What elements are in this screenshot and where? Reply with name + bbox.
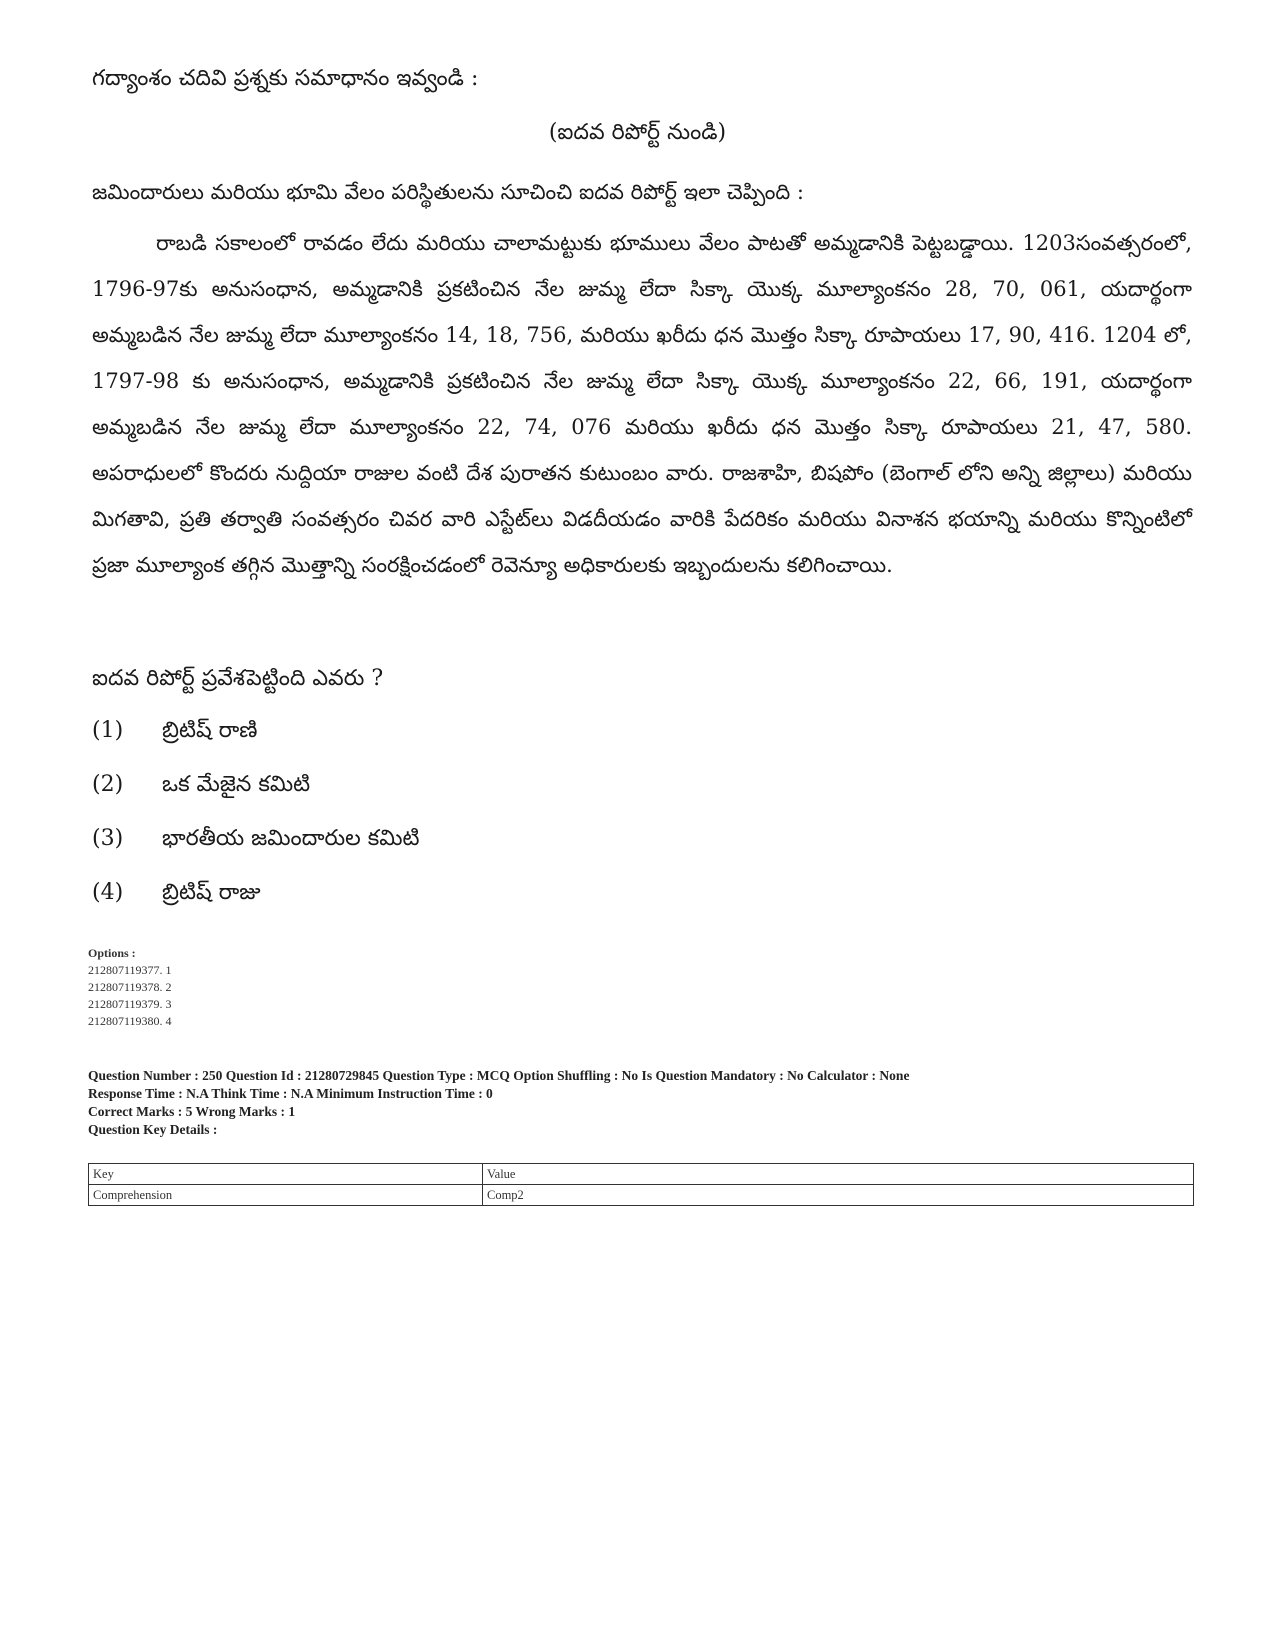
details-line-1: Question Number : 250 Question Id : 21280729845 Question Type : MCQ Option Shuffling : No Is Question Mandatory : No Calculator : None <box>88 1068 910 1083</box>
answer-options <box>92 718 420 934</box>
option-text: బ్రిటిష్ రాణి <box>162 718 258 743</box>
option-text: ఒక మేజైన కమిటి <box>162 772 311 797</box>
option-number: (4) <box>92 880 124 905</box>
option-id: 212807119378. 2 <box>88 980 172 994</box>
option-id: 212807119377. 1 <box>88 963 172 977</box>
details-line-2: Response Time : N.A Think Time : N.A Minimum Instruction Time : 0 <box>88 1086 493 1101</box>
option-id: 212807119380. 4 <box>88 1014 172 1028</box>
option-number: (3) <box>92 826 124 851</box>
details-line-4: Question Key Details : <box>88 1122 218 1137</box>
table-header-value: Value <box>483 1164 1194 1185</box>
option-ids-list <box>88 945 172 1030</box>
passage-intro: జమిందారులు మరియు భూమి వేలం పరిస్థితులను సూచించి ఐదవ రిపోర్ట్ ఇలా చెప్పింది : <box>92 180 804 204</box>
option-text: భారతీయ జమిందారుల కమిటి <box>162 826 420 851</box>
details-line-3: Correct Marks : 5 Wrong Marks : 1 <box>88 1104 296 1119</box>
passage-subtitle: (ఐదవ రిపోర్ట్ నుండి) <box>548 120 727 145</box>
option-2 <box>92 772 420 826</box>
instruction-text: గద్యాంశం చదివి ప్రశ్నకు సమాధానం ఇవ్వండి : <box>92 66 479 91</box>
passage <box>92 170 1192 588</box>
question-text: ఐదవ రిపోర్ట్ ప్రవేశపెట్టింది ఎవరు ? <box>92 666 384 691</box>
option-3 <box>92 826 420 880</box>
question-details <box>88 1067 909 1139</box>
table-row <box>89 1185 1194 1206</box>
option-text: బ్రిటిష్ రాజు <box>162 880 261 905</box>
table-cell-key: Comprehension <box>89 1185 483 1206</box>
option-number: (1) <box>92 718 124 743</box>
option-id: 212807119379. 3 <box>88 997 172 1011</box>
table-header-key: Key <box>89 1164 483 1185</box>
option-4 <box>92 880 420 934</box>
table-header-row <box>89 1164 1194 1185</box>
options-label: Options : <box>88 946 136 960</box>
question-key-table <box>88 1163 1194 1206</box>
passage-body: రాబడి సకాలంలో రావడం లేదు మరియు చాలామట్టుకు భూములు వేలం పాటతో అమ్మడానికి పెట్టబడ్డాయి. 1203సంవత్సరంలో, 1796-97కు అనుసంధాన, అమ్మడానికి ప్రకటించిన నేల జుమ్మ లేదా సిక్కా యొక్క మూల్యాంకనం 28, 70, 061, యదార్థంగా అమ్మబడిన నేల జుమ్మ లేదా మూల్యాంకనం 14, 18, 756, మరియు ఖరీదు ధన మొత్తం సిక్కా రూపాయలు 17, 90, 416. 1204 లో, 1797-98 కు అనుసంధాన, అమ్మడానికి ప్రకటించిన నేల జుమ్మ లేదా సిక్కా యొక్క మూల్యాంకనం 22, 66, 191, యదార్థంగా అమ్మబడిన నేల జుమ్మ లేదా మూల్యాంకనం 22, 74, 076 మరియు ఖరీదు ధన మొత్తం సిక్కా రూపాయలు 21, 47, 580. అపరాధులలో కొందరు నుద్దియా రాజుల వంటి దేశ పురాతన కుటుంబం వారు. రాజశాహి, బిషపోం (బెంగాల్ లోని అన్ని జిల్లాలు) మరియు మిగతావి, ప్రతి తర్వాతి సంవత్సరం చివర వారి ఎస్టేట్‌లు విడదీయడం వారికి పేదరికం మరియు వినాశన భయాన్ని మరియు కొన్నింటిలో ప్రజా మూల్యాంక తగ్గిన మొత్తాన్ని సంరక్షించడంలో రెవెన్యూ అధికారులకు ఇబ్బందులను కలిగించాయి. <box>92 231 1192 577</box>
option-number: (2) <box>92 772 124 797</box>
table-cell-value: Comp2 <box>483 1185 1194 1206</box>
option-1 <box>92 718 420 772</box>
